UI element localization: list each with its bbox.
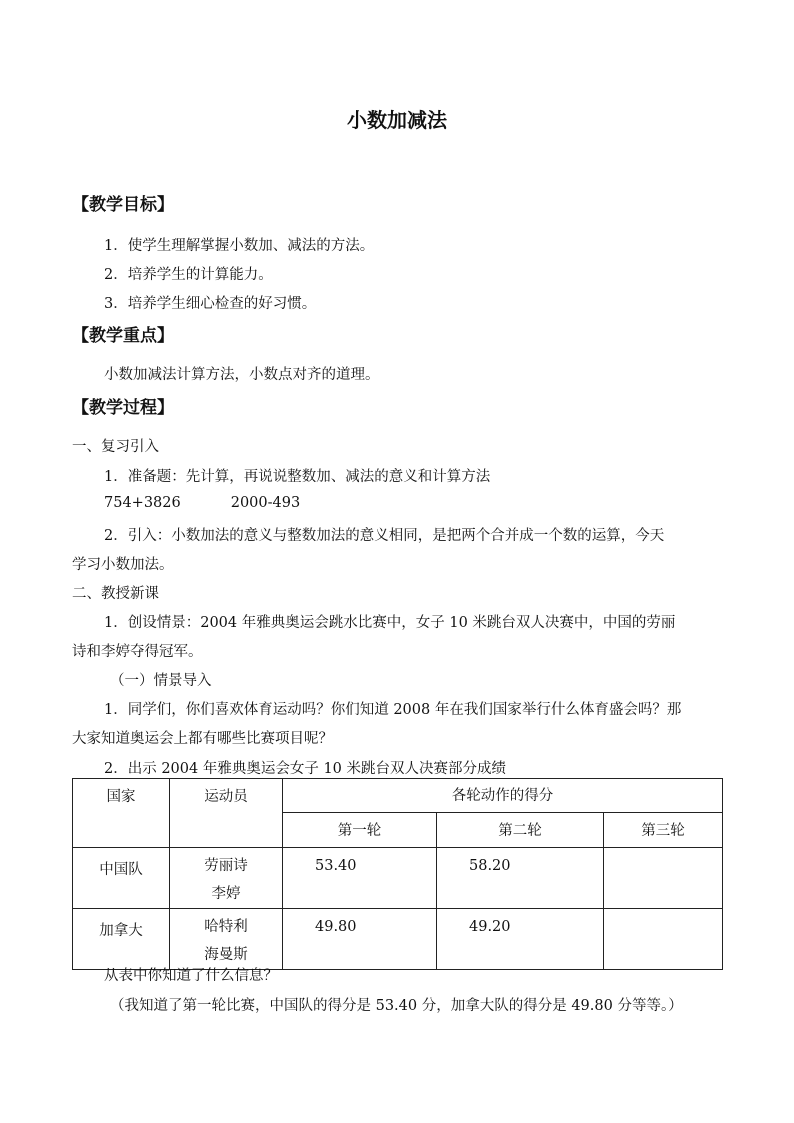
score-table: [72, 778, 723, 970]
score-round-3: [604, 909, 723, 970]
row-country: 加拿大: [73, 909, 170, 970]
athlete-name: 海曼斯: [204, 947, 248, 963]
row-athletes: [170, 848, 283, 909]
athlete-name: 李婷: [211, 886, 241, 902]
part2-question1-line2: 大家知道奥运会上都有哪些比赛项目呢？: [72, 731, 333, 747]
part2-question1-line1: 1．同学们，你们喜欢体育运动吗？你们知道 2008 年在我们国家举行什么体育盛会吗？那: [104, 702, 682, 718]
goal-item-3: 3．培养学生细心检查的好习惯。: [104, 296, 317, 312]
part2-item1-line1: 1．创设情景：2004 年雅典奥运会跳水比赛中，女子 10 米跳台双人决赛中，中国的劳丽: [104, 615, 676, 631]
part2-item1-line2: 诗和李婷夺得冠军。: [72, 644, 203, 660]
table-row: [73, 909, 723, 970]
score-round-3: [604, 848, 723, 909]
header-round-2: 第二轮: [437, 813, 604, 848]
score-round-1: 53.40: [283, 848, 437, 909]
review-expressions: [104, 495, 300, 511]
part1-item2-line2: 学习小数加法。: [72, 557, 174, 573]
expression-2: 2000-493: [230, 495, 301, 511]
row-country: 中国队: [73, 848, 170, 909]
score-round-1: 49.80: [283, 909, 437, 970]
header-country: 国家: [73, 779, 170, 848]
header-round-scores: 各轮动作的得分: [283, 779, 723, 813]
table-answer: （我知道了第一轮比赛，中国队的得分是 53.40 分，加拿大队的得分是 49.80 分等等。）: [110, 998, 683, 1014]
heading-teaching-process: 【教学过程】: [72, 398, 174, 418]
heading-teaching-goals: 【教学目标】: [72, 195, 174, 215]
part1-item2-line1: 2．引入：小数加法的意义与整数加法的意义相同，是把两个合并成一个数的运算，今天: [104, 528, 665, 544]
table-row: [73, 848, 723, 909]
heading-key-points: 【教学重点】: [72, 326, 174, 346]
scenario-intro: （一）情景导入: [110, 673, 212, 689]
expression-1: 754+3826: [104, 495, 181, 511]
header-round-1: 第一轮: [283, 813, 437, 848]
row-athletes: [170, 909, 283, 970]
score-round-2: 49.20: [437, 909, 604, 970]
goal-item-2: 2．培养学生的计算能力。: [104, 267, 273, 283]
goal-item-1: 1．使学生理解掌握小数加、减法的方法。: [104, 238, 375, 254]
athlete-name: 劳丽诗: [204, 858, 248, 874]
part1-item1: 1．准备题：先计算，再说说整数加、减法的意义和计算方法: [104, 469, 491, 485]
part2-question2: 2．出示 2004 年雅典奥运会女子 10 米跳台双人决赛部分成绩: [104, 761, 507, 777]
table-question: 从表中你知道了什么信息？: [104, 968, 278, 984]
part1-title: 一、复习引入: [72, 439, 159, 455]
score-round-2: 58.20: [437, 848, 604, 909]
part2-title: 二、教授新课: [72, 586, 159, 602]
header-athlete: 运动员: [170, 779, 283, 848]
key-point-text: 小数加减法计算方法，小数点对齐的道理。: [104, 367, 380, 383]
document-title: 小数加减法: [347, 108, 447, 132]
header-round-3: 第三轮: [604, 813, 723, 848]
athlete-name: 哈特利: [204, 919, 248, 935]
